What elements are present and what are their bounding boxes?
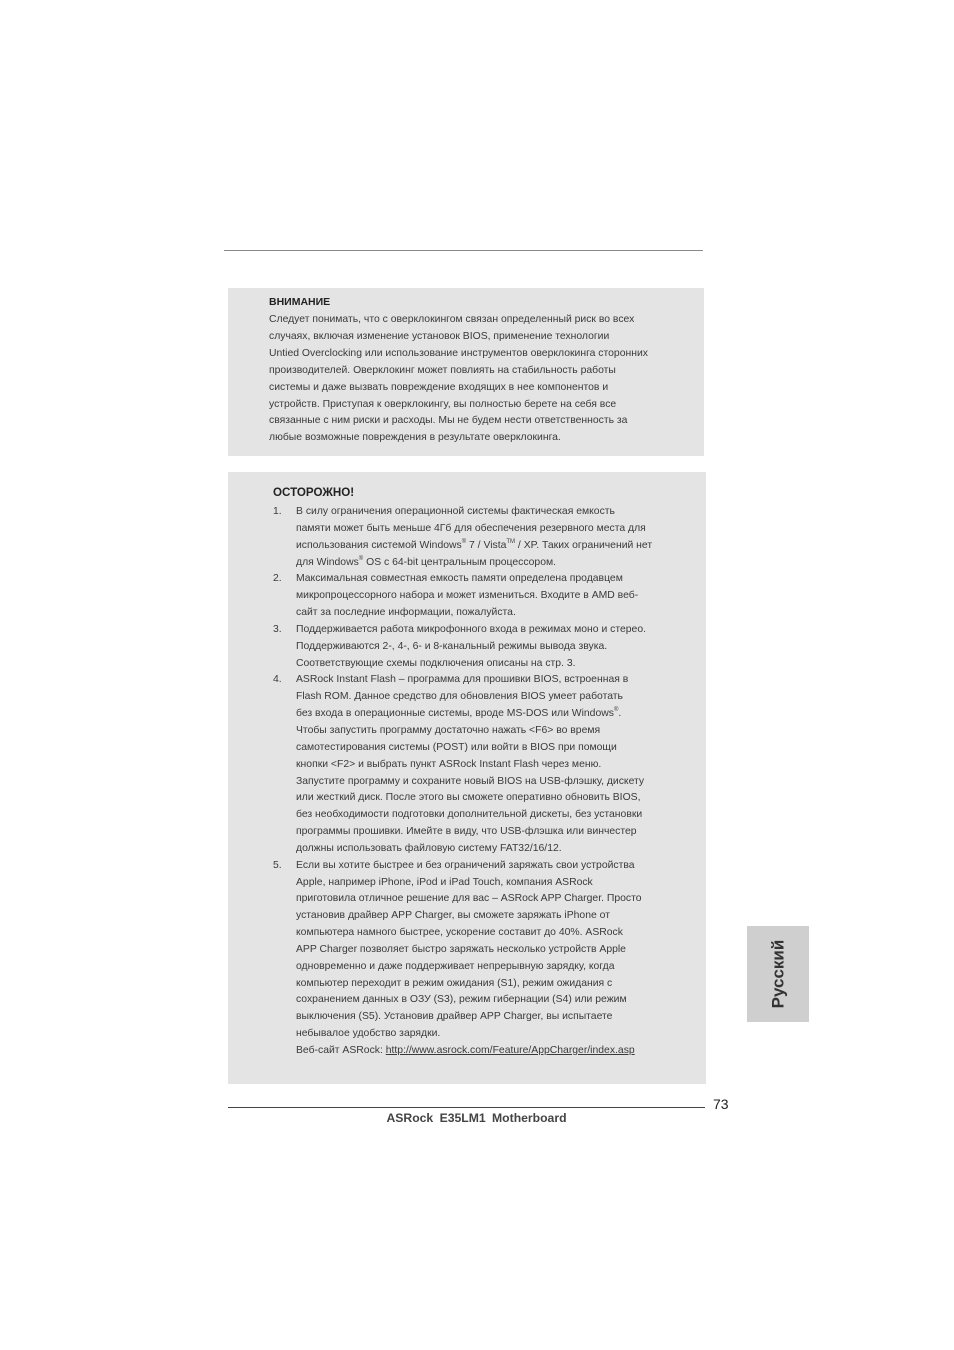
item-number: 3. [273, 623, 282, 635]
item-line: В силу ограничения операционной системы фактическая емкость [296, 506, 615, 517]
item-line: сайт за последние информации, пожалуйста. [296, 607, 516, 619]
warning-text [269, 312, 699, 447]
footer-rule [228, 1107, 705, 1108]
caution-item-1 [273, 504, 693, 571]
item-line: сохранением данных в ОЗУ (S3), режим гибернации (S4) или режим [296, 994, 627, 1006]
item-line: самотестирования системы (POST) или войти в BIOS при помощи [296, 741, 617, 753]
item-line: использования системой Windows® 7 / Vista™ / XP. Таких ограничений нет [296, 538, 653, 551]
item-line: микропроцессорного набора и может измениться. Входите в AMD веб- [296, 590, 639, 602]
warning-line: любые возможные повреждения в результате оверклокинга. [269, 432, 561, 444]
registered-mark: ® [613, 707, 619, 714]
item-line: небывалое удобство зарядки. [296, 1028, 441, 1040]
item-line: программы прошивки. Имейте в виду, что USB-флэшка или винчестер [296, 826, 637, 838]
caution-title: ОСТОРОЖНО! [273, 486, 355, 499]
item-line: Поддерживается работа микрофонного входа в режимах моно и стерео. [296, 623, 646, 635]
item-line: или жесткий диск. После этого вы сможете оперативно обновить BIOS, [296, 792, 641, 804]
item-line: Запустите программу и сохраните новый BIOS на USB-флэшку, дискету [296, 775, 645, 787]
warning-line: Untied Overclocking или использование инструментов оверклокинга сторонних [269, 347, 648, 359]
app-charger-link[interactable]: http://www.asrock.com/Feature/AppCharger/index.asp [385, 1045, 635, 1056]
header-rule [224, 250, 703, 251]
caution-item-4 [273, 672, 693, 857]
item-line: без необходимости подготовки дополнительной дискеты, без установки [296, 809, 643, 821]
item-line: компьютер переходит в режим ожидания (S1), режим ожидания с [296, 977, 613, 989]
item-number: 4. [273, 674, 282, 686]
warning-line: связанные с ним риски и расходы. Мы не будем нести ответственность за [269, 415, 628, 427]
item-line: для Windows® OS с 64-bit центральным процессором. [296, 555, 557, 568]
item-line: Если вы хотите быстрее и без ограничений заряжать свои устройства [296, 859, 635, 871]
caution-item-2 [273, 571, 693, 622]
warning-line: системы и даже вызвать повреждение входящих в нее компонентов и [269, 381, 609, 393]
warning-line: случаях, включая изменение установок BIOS, применение технологии [269, 330, 610, 342]
item-line: компьютера намного быстрее, ускорение составит до 40%. ASRock [296, 927, 623, 939]
registered-mark: ® [461, 538, 467, 545]
item-line: Максимальная совместная емкость памяти определена продавцем [296, 573, 623, 585]
item-line [296, 1043, 693, 1060]
item-number: 5. [273, 859, 282, 871]
item-line: APP Charger позволяет быстро заряжать несколько устройств Apple [296, 943, 626, 955]
website-label: Веб-сайт ASRock: [296, 1045, 386, 1056]
caution-list [273, 504, 693, 1060]
item-line: должны использовать файловую систему FAT32/16/12. [296, 842, 562, 854]
page-number: 73 [713, 1096, 729, 1112]
item-line: кнопки <F2> и выбрать пункт ASRock Instant Flash через меню. [296, 758, 602, 770]
item-line: Flash ROM. Данное средство для обновления BIOS умеет работать [296, 691, 623, 703]
item-line: выключения (S5). Установив драйвер APP Charger, вы испытаете [296, 1011, 613, 1023]
registered-mark: ® [358, 555, 364, 562]
warning-line: устройств. Приступая к оверклокингу, вы полностью берете на себя все [269, 398, 617, 410]
item-line: одновременно и даже поддерживает непрерывную зарядку, когда [296, 960, 615, 972]
item-line: приготовила отличное решение для вас – ASRock APP Charger. Просто [296, 893, 642, 905]
item-line: Соответствующие схемы подключения описаны на стр. 3. [296, 657, 576, 669]
item-line: Apple, например iPhone, iPod и iPad Touch, компания ASRock [296, 876, 593, 888]
warning-line: производителей. Оверклокинг может повлиять на стабильность работы [269, 364, 616, 376]
warning-box [228, 288, 704, 456]
language-tab-label: Русский [768, 939, 788, 1009]
footer-title: ASRock E35LM1 Motherboard [386, 1111, 567, 1125]
caution-item-3 [273, 622, 693, 673]
caution-item-5 [273, 858, 693, 1060]
language-tab [747, 926, 809, 1022]
item-number: 2. [273, 573, 282, 585]
caution-box [228, 472, 706, 1084]
item-line: Чтобы запустить программу достаточно нажать <F6> во время [296, 724, 601, 736]
warning-line: Следует понимать, что с оверклокингом связан определенный риск во всех [269, 314, 635, 325]
item-line: установив драйвер APP Charger, вы сможете заряжать iPhone от [296, 910, 610, 922]
trademark-mark: TM [506, 538, 516, 545]
item-number: 1. [273, 506, 282, 517]
item-line: ASRock Instant Flash – программа для прошивки BIOS, встроенная в [296, 674, 629, 686]
item-line: памяти может быть меньше 4Гб для обеспечения резервного места для [296, 522, 646, 534]
item-line: Поддерживаются 2-, 4-, 6- и 8-канальный режимы вывода звука. [296, 640, 608, 652]
warning-title: ВНИМАНИЕ [269, 296, 331, 308]
item-line: без входа в операционные системы, вроде MS-DOS или Windows®. [296, 707, 622, 720]
